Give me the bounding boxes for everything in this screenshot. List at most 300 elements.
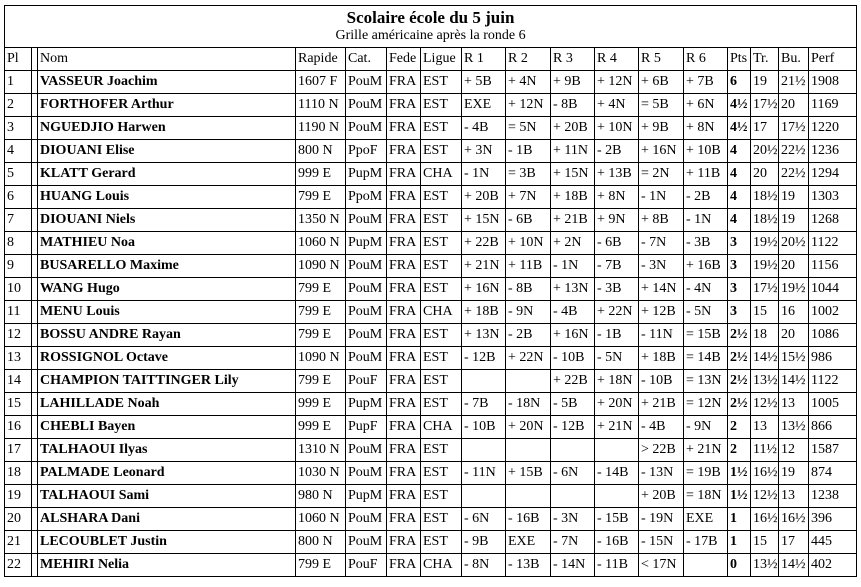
cell-r1: - 11N (462, 462, 506, 485)
cell-r1: - 6N (462, 508, 506, 531)
page-subtitle: Grille américaine après la ronde 6 (335, 27, 526, 43)
cell-tr: 13 (751, 416, 779, 439)
cell-tr: 13½ (751, 554, 779, 577)
cell-place: 7 (5, 209, 32, 232)
cell-fede: FRA (387, 140, 421, 163)
cell-r1: - 1N (462, 163, 506, 186)
cell-r4: - 14B (595, 462, 639, 485)
cell-bu: 19 (779, 186, 809, 209)
cell-r2: = 3B (506, 163, 551, 186)
cell-rapide: 1110 N (296, 94, 346, 117)
cell-r1: + 3N (462, 140, 506, 163)
cell-place: 10 (5, 278, 32, 301)
cell-ligue: EST (421, 508, 462, 531)
cell-pts: 3 (728, 278, 751, 301)
cell-r4: - 16B (595, 531, 639, 554)
cell-place: 20 (5, 508, 32, 531)
cell-name: LECOUBLET Justin (38, 531, 296, 554)
header-col-tr: Tr. (751, 48, 779, 71)
cell-rapide: 800 N (296, 531, 346, 554)
cell-cat: PouM (346, 278, 387, 301)
cell-perf: 1303 (809, 186, 857, 209)
cell-rapide: 1350 N (296, 209, 346, 232)
cell-bu: 13½ (779, 416, 809, 439)
cell-fede: FRA (387, 94, 421, 117)
cell-r1: + 13N (462, 324, 506, 347)
cell-cat: PouM (346, 71, 387, 94)
cell-rapide: 799 E (296, 554, 346, 577)
cell-r4: + 21N (595, 416, 639, 439)
cell-rapide: 800 N (296, 140, 346, 163)
cell-pts: 4 (728, 163, 751, 186)
cell-cat: PpoM (346, 186, 387, 209)
cell-r4: - 6B (595, 232, 639, 255)
cell-perf: 445 (809, 531, 857, 554)
table-row (5, 508, 857, 531)
cell-r3: - 4B (551, 301, 595, 324)
cell-r4: + 10N (595, 117, 639, 140)
cell-ligue: CHA (421, 554, 462, 577)
cell-r1: - 8N (462, 554, 506, 577)
cell-r4: - 3B (595, 278, 639, 301)
table-row (5, 140, 857, 163)
cell-bu: 16½ (779, 508, 809, 531)
cell-perf: 1044 (809, 278, 857, 301)
cell-cat: PupM (346, 393, 387, 416)
cell-r6: + 6N (684, 94, 728, 117)
cell-rapide: 1060 N (296, 508, 346, 531)
cell-r6: - 3B (684, 232, 728, 255)
cell-r1 (462, 485, 506, 508)
header-col-r5: R 5 (639, 48, 684, 71)
cell-place: 1 (5, 71, 32, 94)
cell-place: 8 (5, 232, 32, 255)
cell-ligue: EST (421, 462, 462, 485)
cell-r2: - 13B (506, 554, 551, 577)
title-block (5, 6, 857, 48)
cell-name: MATHIEU Noa (38, 232, 296, 255)
cell-rapide: 1310 N (296, 439, 346, 462)
cell-perf: 396 (809, 508, 857, 531)
cell-name: ALSHARA Dani (38, 508, 296, 531)
cell-r2: = 5N (506, 117, 551, 140)
cell-tr: 18½ (751, 186, 779, 209)
cell-ligue: EST (421, 278, 462, 301)
cell-r3: + 20B (551, 117, 595, 140)
table-row (5, 94, 857, 117)
cell-perf: 1122 (809, 232, 857, 255)
cell-r2: + 11B (506, 255, 551, 278)
cell-r1: + 22B (462, 232, 506, 255)
cell-rapide: 999 E (296, 393, 346, 416)
table-body (5, 71, 857, 577)
cell-perf: 1005 (809, 393, 857, 416)
cell-cat: PouM (346, 209, 387, 232)
cell-r5: - 1N (639, 186, 684, 209)
cell-r2: - 6B (506, 209, 551, 232)
cell-r2 (506, 485, 551, 508)
cell-name: TALHAOUI Sami (38, 485, 296, 508)
header-col-pts: Pts (728, 48, 751, 71)
cell-r2: + 10N (506, 232, 551, 255)
cell-r4: - 7B (595, 255, 639, 278)
cell-pts: 3 (728, 255, 751, 278)
cell-r6: + 11B (684, 163, 728, 186)
cell-rapide: 799 E (296, 324, 346, 347)
cell-r3: + 11N (551, 140, 595, 163)
cell-place: 6 (5, 186, 32, 209)
cell-r6: - 1N (684, 209, 728, 232)
cell-r2: - 18N (506, 393, 551, 416)
cell-fede: FRA (387, 370, 421, 393)
table-row (5, 393, 857, 416)
cell-tr: 15 (751, 301, 779, 324)
cell-fede: FRA (387, 209, 421, 232)
cell-place: 4 (5, 140, 32, 163)
cell-name: CHEBLI Bayen (38, 416, 296, 439)
cell-r6: = 18N (684, 485, 728, 508)
cell-bu: 14½ (779, 370, 809, 393)
cell-rapide: 999 E (296, 416, 346, 439)
cell-rapide: 799 E (296, 186, 346, 209)
cell-r2 (506, 439, 551, 462)
cell-pts: 4 (728, 209, 751, 232)
cell-r5: + 12B (639, 301, 684, 324)
cell-r3: + 22B (551, 370, 595, 393)
cell-bu: 20 (779, 255, 809, 278)
cell-cat: PpoF (346, 140, 387, 163)
cell-bu: 20 (779, 324, 809, 347)
table-row (5, 117, 857, 140)
table-row (5, 255, 857, 278)
cell-r3 (551, 485, 595, 508)
cell-bu: 21½ (779, 71, 809, 94)
cell-place: 9 (5, 255, 32, 278)
cell-place: 12 (5, 324, 32, 347)
cell-r3: - 12B (551, 416, 595, 439)
table-row (5, 209, 857, 232)
cell-r4: - 5N (595, 347, 639, 370)
cell-rapide: 1030 N (296, 462, 346, 485)
header-col-r2: R 2 (506, 48, 551, 71)
cell-r2: - 2B (506, 324, 551, 347)
cell-r1: - 4B (462, 117, 506, 140)
cell-bu: 15½ (779, 347, 809, 370)
cell-perf: 986 (809, 347, 857, 370)
cell-bu: 14½ (779, 554, 809, 577)
cell-r5: - 4B (639, 416, 684, 439)
cell-r1: + 16N (462, 278, 506, 301)
cell-r4: - 1B (595, 324, 639, 347)
table-row (5, 163, 857, 186)
cell-r2: + 7N (506, 186, 551, 209)
cell-perf: 1122 (809, 370, 857, 393)
cell-ligue: EST (421, 71, 462, 94)
cell-ligue: EST (421, 324, 462, 347)
cell-r4: + 22N (595, 301, 639, 324)
cell-r5: - 11N (639, 324, 684, 347)
cell-pts: 3 (728, 232, 751, 255)
cell-bu: 19 (779, 462, 809, 485)
cell-fede: FRA (387, 278, 421, 301)
table-row (5, 416, 857, 439)
cell-tr: 16½ (751, 508, 779, 531)
cell-r6: - 17B (684, 531, 728, 554)
cell-perf: 402 (809, 554, 857, 577)
cell-rapide: 980 N (296, 485, 346, 508)
cell-rapide: 1190 N (296, 117, 346, 140)
cell-name: MEHIRI Nelia (38, 554, 296, 577)
cell-r6: - 5N (684, 301, 728, 324)
cell-name: FORTHOFER Arthur (38, 94, 296, 117)
cell-ligue: CHA (421, 301, 462, 324)
cell-r5: + 16N (639, 140, 684, 163)
cell-place: 17 (5, 439, 32, 462)
cell-r3: - 3N (551, 508, 595, 531)
cell-fede: FRA (387, 531, 421, 554)
cell-perf: 1169 (809, 94, 857, 117)
cell-r6: + 7B (684, 71, 728, 94)
cell-ligue: EST (421, 531, 462, 554)
cell-name: LAHILLADE Noah (38, 393, 296, 416)
cell-cat: PupF (346, 416, 387, 439)
cell-cat: PouM (346, 94, 387, 117)
cell-r2: - 16B (506, 508, 551, 531)
cell-tr: 18 (751, 324, 779, 347)
cell-perf: 1156 (809, 255, 857, 278)
cell-rapide: 1607 F (296, 71, 346, 94)
cell-r2: + 15B (506, 462, 551, 485)
cell-perf: 1002 (809, 301, 857, 324)
cell-fede: FRA (387, 554, 421, 577)
cell-tr: 20 (751, 163, 779, 186)
cell-fede: FRA (387, 232, 421, 255)
cell-r6: + 10B (684, 140, 728, 163)
cell-r3: - 10B (551, 347, 595, 370)
cell-r6: + 8N (684, 117, 728, 140)
cell-r3: - 14N (551, 554, 595, 577)
cell-rapide: 799 E (296, 278, 346, 301)
cell-r1: - 9B (462, 531, 506, 554)
header-col-r4: R 4 (595, 48, 639, 71)
cell-ligue: EST (421, 232, 462, 255)
cell-pts: 2 (728, 416, 751, 439)
cell-r5: + 21B (639, 393, 684, 416)
table-row (5, 347, 857, 370)
cell-r6: = 15B (684, 324, 728, 347)
cell-pts: 4½ (728, 94, 751, 117)
cell-pts: 0 (728, 554, 751, 577)
cell-r3 (551, 439, 595, 462)
cell-r6: + 16B (684, 255, 728, 278)
cell-r4: - 15B (595, 508, 639, 531)
cell-name: CHAMPION TAITTINGER Lily (38, 370, 296, 393)
table-row (5, 232, 857, 255)
cell-r1: + 21N (462, 255, 506, 278)
cell-perf: 1294 (809, 163, 857, 186)
cell-r5: + 6B (639, 71, 684, 94)
cell-r3: + 15N (551, 163, 595, 186)
cell-perf: 1236 (809, 140, 857, 163)
cell-ligue: CHA (421, 416, 462, 439)
cell-tr: 19½ (751, 255, 779, 278)
cell-r1: + 5B (462, 71, 506, 94)
cell-tr: 18½ (751, 209, 779, 232)
cell-fede: FRA (387, 163, 421, 186)
cell-perf: 1086 (809, 324, 857, 347)
cell-r5: + 9B (639, 117, 684, 140)
cell-r6: = 13N (684, 370, 728, 393)
header-col-perf: Perf (809, 48, 857, 71)
cell-pts: 2½ (728, 370, 751, 393)
table-row (5, 531, 857, 554)
cell-ligue: EST (421, 255, 462, 278)
cell-place: 3 (5, 117, 32, 140)
cell-r5: - 19N (639, 508, 684, 531)
cell-perf: 1587 (809, 439, 857, 462)
table-row (5, 301, 857, 324)
cell-bu: 12 (779, 439, 809, 462)
cell-cat: PupM (346, 232, 387, 255)
cell-perf: 1220 (809, 117, 857, 140)
cell-pts: 2½ (728, 347, 751, 370)
cell-r3: + 13N (551, 278, 595, 301)
cell-r4: + 12N (595, 71, 639, 94)
header-col-cat: Cat. (346, 48, 387, 71)
cell-bu: 22½ (779, 163, 809, 186)
cell-place: 16 (5, 416, 32, 439)
cell-tr: 12½ (751, 393, 779, 416)
cell-r2: + 22N (506, 347, 551, 370)
cell-r3: - 6N (551, 462, 595, 485)
cell-name: BOSSU ANDRE Rayan (38, 324, 296, 347)
cell-r6: = 12N (684, 393, 728, 416)
cell-name: WANG Hugo (38, 278, 296, 301)
cell-pts: 1 (728, 531, 751, 554)
cell-ligue: EST (421, 140, 462, 163)
cell-place: 22 (5, 554, 32, 577)
cell-ligue: EST (421, 94, 462, 117)
cell-r1 (462, 370, 506, 393)
cell-r4 (595, 439, 639, 462)
cell-fede: FRA (387, 255, 421, 278)
cell-tr: 17½ (751, 278, 779, 301)
cell-place: 2 (5, 94, 32, 117)
header-col-fede: Fede (387, 48, 421, 71)
cell-pts: 1 (728, 508, 751, 531)
cell-place: 21 (5, 531, 32, 554)
cell-r2: + 20N (506, 416, 551, 439)
cell-bu: 13 (779, 485, 809, 508)
cell-cat: PouM (346, 531, 387, 554)
cell-pts: 1½ (728, 485, 751, 508)
table-row (5, 71, 857, 94)
cell-name: ROSSIGNOL Octave (38, 347, 296, 370)
cell-r4: + 8N (595, 186, 639, 209)
cell-name: DIOUANI Elise (38, 140, 296, 163)
cell-bu: 22½ (779, 140, 809, 163)
cell-r4: - 2B (595, 140, 639, 163)
cell-perf: 1238 (809, 485, 857, 508)
cell-r4: + 18N (595, 370, 639, 393)
cell-cat: PouM (346, 324, 387, 347)
cell-pts: 2 (728, 439, 751, 462)
cell-r6: - 9N (684, 416, 728, 439)
cell-r4 (595, 485, 639, 508)
cell-r1: - 10B (462, 416, 506, 439)
cell-pts: 4½ (728, 117, 751, 140)
cell-r5: = 2N (639, 163, 684, 186)
cell-rapide: 999 E (296, 163, 346, 186)
cell-r3: - 5B (551, 393, 595, 416)
cell-bu: 17½ (779, 117, 809, 140)
cell-r3: - 8B (551, 94, 595, 117)
cell-r5: - 7N (639, 232, 684, 255)
cell-bu: 16 (779, 301, 809, 324)
cell-perf: 1908 (809, 71, 857, 94)
cell-r2: - 1B (506, 140, 551, 163)
header-col-r3: R 3 (551, 48, 595, 71)
cell-tr: 17½ (751, 94, 779, 117)
cell-r5: - 15N (639, 531, 684, 554)
standings-table (4, 5, 857, 577)
header-col-pl: Pl (5, 48, 32, 71)
cell-r2: - 8B (506, 278, 551, 301)
cell-fede: FRA (387, 508, 421, 531)
cell-name: PALMADE Leonard (38, 462, 296, 485)
cell-r5: + 8B (639, 209, 684, 232)
cell-cat: PouM (346, 347, 387, 370)
cell-cat: PouF (346, 370, 387, 393)
cell-name: DIOUANI Niels (38, 209, 296, 232)
cell-tr: 16½ (751, 462, 779, 485)
cell-r3: + 18B (551, 186, 595, 209)
cell-r3: + 16N (551, 324, 595, 347)
cell-r5: - 3N (639, 255, 684, 278)
cell-r5: = 5B (639, 94, 684, 117)
cell-rapide: 1090 N (296, 255, 346, 278)
cell-name: BUSARELLO Maxime (38, 255, 296, 278)
cell-ligue: CHA (421, 163, 462, 186)
cell-ligue: EST (421, 186, 462, 209)
table-row (5, 554, 857, 577)
cell-r2 (506, 370, 551, 393)
cell-r1: EXE (462, 94, 506, 117)
header-col-r1: R 1 (462, 48, 506, 71)
cell-ligue: EST (421, 347, 462, 370)
cell-r6: - 2B (684, 186, 728, 209)
cell-r5: - 10B (639, 370, 684, 393)
cell-r5: > 22B (639, 439, 684, 462)
cell-perf: 866 (809, 416, 857, 439)
cell-r2: + 12N (506, 94, 551, 117)
cell-cat: PouM (346, 255, 387, 278)
cell-r5: < 17N (639, 554, 684, 577)
cell-cat: PupM (346, 163, 387, 186)
cell-bu: 19 (779, 209, 809, 232)
cell-ligue: EST (421, 439, 462, 462)
cell-cat: PouM (346, 117, 387, 140)
cell-place: 19 (5, 485, 32, 508)
header-row (5, 48, 857, 71)
cell-pts: 2½ (728, 393, 751, 416)
cell-r5: + 14N (639, 278, 684, 301)
cell-r1: - 7B (462, 393, 506, 416)
cell-fede: FRA (387, 416, 421, 439)
cell-r4: + 20N (595, 393, 639, 416)
cell-rapide: 799 E (296, 301, 346, 324)
cell-ligue: EST (421, 393, 462, 416)
